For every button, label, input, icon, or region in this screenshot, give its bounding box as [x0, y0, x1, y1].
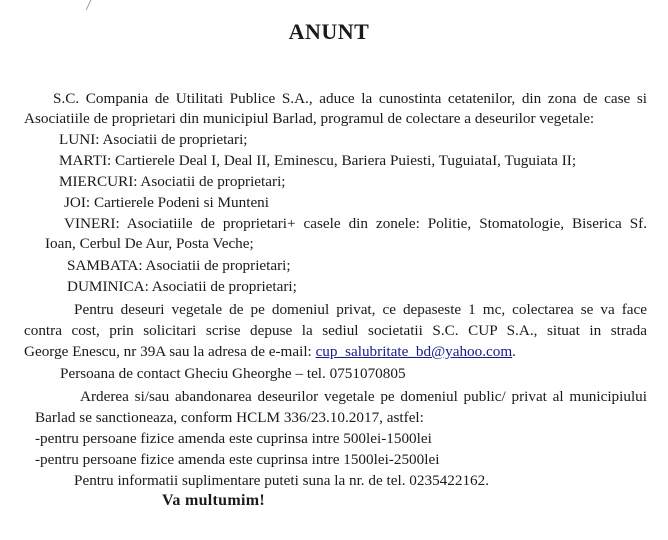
- page-title: ANUNT: [288, 19, 370, 44]
- scan-mark: [86, 0, 100, 10]
- sanction-line-1: Arderea si/sau abandonarea deseurilor vegetale pe domeniul public/ privat al municipiului: [80, 388, 647, 405]
- schedule-duminica: DUMINICA: Asociatii de proprietari;: [67, 278, 297, 295]
- schedule-luni: LUNI: Asociatii de proprietari;: [59, 131, 248, 148]
- private-line-1: Pentru deseuri vegetale de pe domeniul privat, ce depaseste 1 mc, colectarea se va face: [74, 301, 647, 318]
- contact-line: Persoana de contact Gheciu Gheorghe – tel. 0751070805: [60, 365, 406, 382]
- sanction-line-2: Barlad se sanctioneaza, conform HCLM 336/23.10.2017, astfel:: [35, 409, 424, 426]
- thanks-line: Va multumim!: [162, 492, 266, 509]
- info-line: Pentru informatii suplimentare puteti suna la nr. de tel. 0235422162.: [74, 472, 490, 489]
- schedule-sambata: SAMBATA: Asociatii de proprietari;: [67, 257, 291, 274]
- private-line-3-prefix: George Enescu, nr 39A sau la adresa de e-mail:: [24, 343, 316, 360]
- schedule-miercuri: MIERCURI: Asociatii de proprietari;: [59, 173, 286, 190]
- private-line-3-suffix: .: [512, 343, 516, 360]
- schedule-vineri-line-1: VINERI: Asociatiile de proprietari+ casele din zonele: Politie, Stomatologie, Biserica Sf.: [64, 215, 647, 232]
- fine-line-1: -pentru persoane fizice amenda este cuprinsa intre 500lei-1500lei: [35, 430, 432, 447]
- schedule-vineri-line-2: Ioan, Cerbul De Aur, Posta Veche;: [45, 235, 254, 252]
- email-link[interactable]: cup_salubritate_bd@yahoo.com: [315, 343, 513, 360]
- fine-line-2: -pentru persoane fizice amenda este cuprinsa intre 1500lei-2500lei: [35, 451, 440, 468]
- schedule-marti: MARTI: Cartierele Deal I, Deal II, Eminescu, Bariera Puiesti, TuguiataI, Tuguiata II;: [59, 152, 577, 169]
- schedule-joi: JOI: Cartierele Podeni si Munteni: [64, 194, 269, 211]
- private-line-3: [24, 342, 516, 361]
- private-line-2: contra cost, prin solicitari scrise depuse la sediul societatii S.C. CUP S.A., situat in strada: [24, 322, 647, 339]
- intro-line-1: S.C. Compania de Utilitati Publice S.A., aduce la cunostinta cetatenilor, din zona de case si: [53, 90, 647, 107]
- intro-line-2: Asociatiile de proprietari din municipiul Barlad, programul de colectare a deseurilor vegetale:: [24, 110, 595, 127]
